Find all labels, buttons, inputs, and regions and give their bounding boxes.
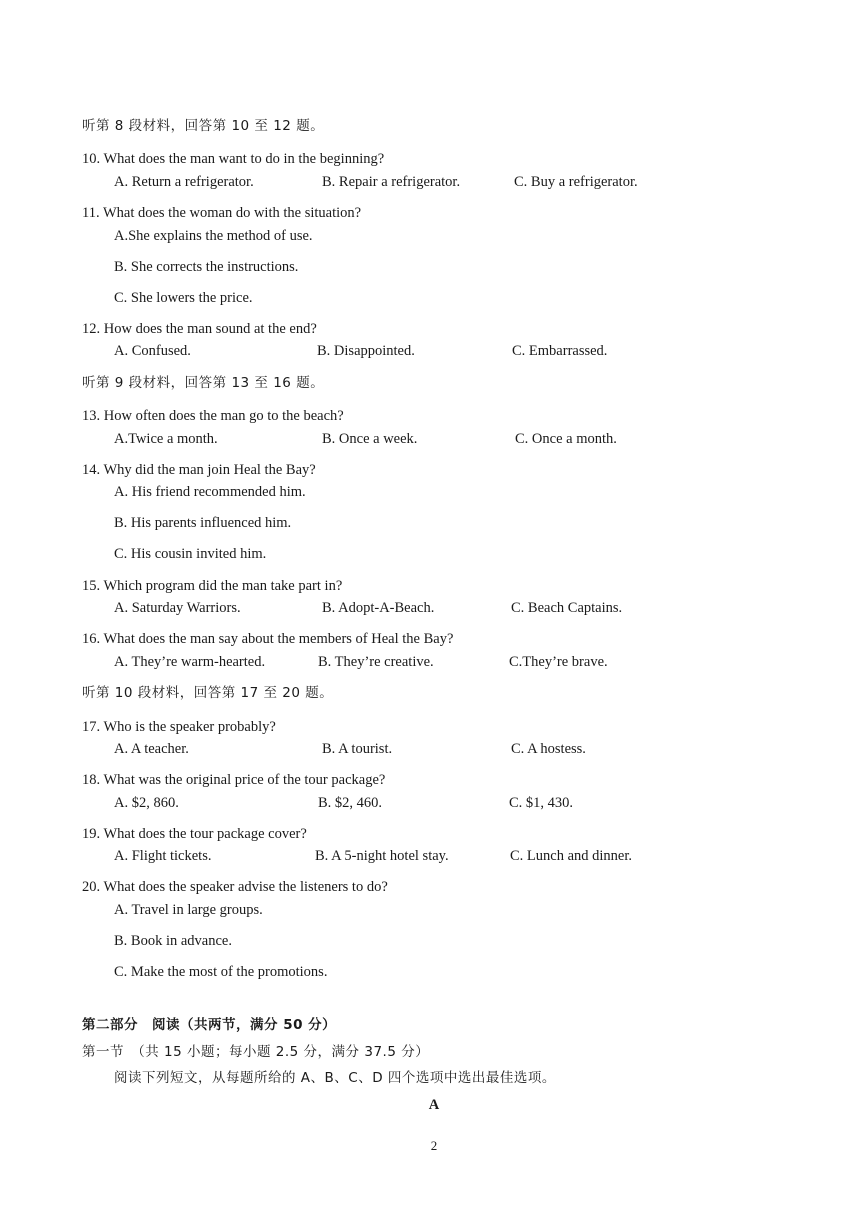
q20-option-b: B. Book in advance.: [114, 933, 232, 949]
q16-option-b: B. They’re creative.: [318, 654, 434, 670]
part2-section1-heading: 第一节 （共 15 小题；每小题 2.5 分，满分 37.5 分）: [82, 1044, 430, 1060]
q10-option-a: A. Return a refrigerator.: [114, 174, 254, 190]
question-18: 18. What was the original price of the tour package?: [82, 772, 386, 788]
page-number: 2: [430, 1138, 438, 1153]
q15-option-a: A. Saturday Warriors.: [114, 600, 241, 616]
part2-instruction: 阅读下列短文，从每题所给的 A、B、C、D 四个选项中选出最佳选项。: [114, 1070, 556, 1086]
q12-option-a: A. Confused.: [114, 343, 191, 359]
passage-label: A: [428, 1097, 440, 1113]
q14-option-c: C. His cousin invited him.: [114, 546, 267, 562]
section-header-10: 听第 10 段材料，回答第 17 至 20 题。: [82, 685, 334, 701]
question-13: 13. How often does the man go to the beach?: [82, 408, 344, 424]
q11-option-a: A.She explains the method of use.: [114, 228, 313, 244]
q16-option-c: C.They’re brave.: [509, 654, 608, 670]
q18-option-c: C. $1, 430.: [509, 795, 574, 811]
q15-option-b: B. Adopt-A-Beach.: [322, 600, 435, 616]
q18-option-b: B. $2, 460.: [318, 795, 383, 811]
q14-option-b: B. His parents influenced him.: [114, 515, 292, 531]
q14-option-a: A. His friend recommended him.: [114, 484, 306, 500]
question-12: 12. How does the man sound at the end?: [82, 321, 317, 337]
q15-option-c: C. Beach Captains.: [511, 600, 623, 616]
q13-option-c: C. Once a month.: [515, 431, 617, 447]
section-header-9: 听第 9 段材料，回答第 13 至 16 题。: [82, 375, 325, 391]
q11-option-c: C. She lowers the price.: [114, 290, 253, 306]
question-16: 16. What does the man say about the members of Heal the Bay?: [82, 631, 454, 647]
q17-option-b: B. A tourist.: [322, 741, 393, 757]
q13-option-a: A.Twice a month.: [114, 431, 218, 447]
question-15: 15. Which program did the man take part in?: [82, 578, 343, 594]
q12-option-c: C. Embarrassed.: [512, 343, 608, 359]
section-header-8: 听第 8 段材料，回答第 10 至 12 题。: [82, 118, 325, 134]
q20-option-c: C. Make the most of the promotions.: [114, 964, 328, 980]
part2-title: 第二部分 阅读（共两节，满分 50 分）: [82, 1017, 337, 1033]
q18-option-a: A. $2, 860.: [114, 795, 179, 811]
question-17: 17. Who is the speaker probably?: [82, 719, 276, 735]
q10-option-b: B. Repair a refrigerator.: [322, 174, 461, 190]
q17-option-c: C. A hostess.: [511, 741, 586, 757]
q20-option-a: A. Travel in large groups.: [114, 902, 263, 918]
q12-option-b: B. Disappointed.: [317, 343, 415, 359]
q11-option-b: B. She corrects the instructions.: [114, 259, 299, 275]
q10-option-c: C. Buy a refrigerator.: [514, 174, 638, 190]
q19-option-a: A. Flight tickets.: [114, 848, 212, 864]
q17-option-a: A. A teacher.: [114, 741, 189, 757]
question-14: 14. Why did the man join Heal the Bay?: [82, 462, 316, 478]
question-11: 11. What does the woman do with the situation?: [82, 205, 362, 221]
question-10: 10. What does the man want to do in the beginning?: [82, 151, 385, 167]
q16-option-a: A. They’re warm-hearted.: [114, 654, 266, 670]
q19-option-c: C. Lunch and dinner.: [510, 848, 633, 864]
question-19: 19. What does the tour package cover?: [82, 826, 307, 842]
question-20: 20. What does the speaker advise the listeners to do?: [82, 879, 388, 895]
q13-option-b: B. Once a week.: [322, 431, 418, 447]
q19-option-b: B. A 5-night hotel stay.: [315, 848, 449, 864]
